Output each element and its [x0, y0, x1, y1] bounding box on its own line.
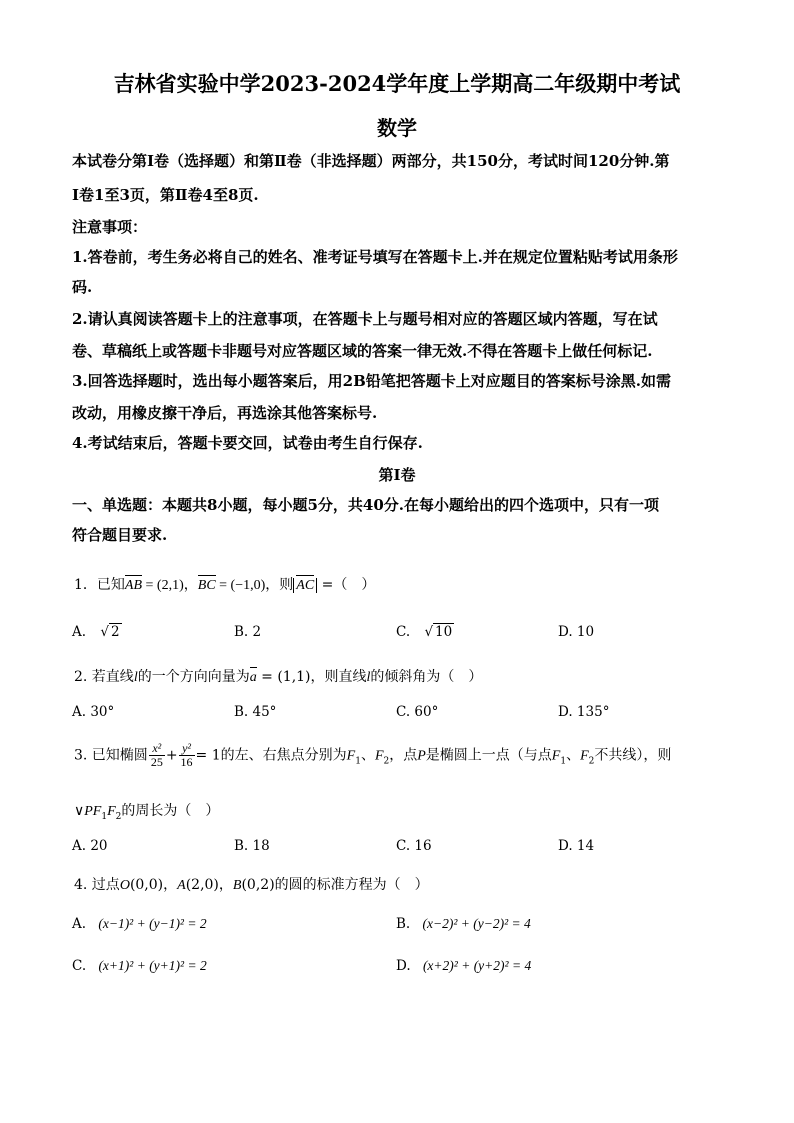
fraction-denominator: 25: [150, 755, 163, 769]
q2-text: 2. 若直线: [74, 669, 134, 685]
sqrt-value: 10: [435, 624, 453, 640]
subscript: 2: [115, 811, 122, 822]
note-2a: 2.请认真阅读答题卡上的注意事项，在答题卡上与题号相对应的答题区域内答题，写在试: [72, 310, 658, 328]
triangle-vertex: F: [107, 804, 116, 819]
vector-a-value: = (1,1): [256, 669, 311, 685]
note-1a: 1.答卷前，考生务必将自己的姓名、准考证号填写在答题卡上.并在规定位置粘贴考试用条形: [72, 248, 678, 266]
vector-ac: AC: [296, 578, 315, 593]
vector-a: a: [249, 670, 257, 685]
q4-text: 4. 过点: [74, 877, 120, 893]
triangle-vertex: PF: [84, 804, 102, 819]
note-3b: 改动，用橡皮擦干净后，再选涂其他答案标号.: [72, 404, 378, 422]
note-1b: 码.: [72, 278, 93, 296]
q2-text: ，则直线: [310, 669, 367, 685]
part-heading-a: 一、单选题：本题共8小题，每小题5分，共40分.在每小题给出的四个选项中，只有一项: [72, 496, 659, 514]
point-o-coords: (0,0): [129, 877, 164, 893]
option-label: C.: [396, 624, 411, 640]
q3-option-c[interactable]: C. 16: [396, 838, 432, 854]
option-equation: (x+1)² + (y+1)² = 2: [98, 958, 207, 973]
fraction-numerator: x²: [149, 742, 165, 756]
subscript: 2: [383, 756, 390, 767]
q1-then: ，则: [265, 577, 294, 593]
point-o: O: [119, 878, 130, 893]
q3-option-a[interactable]: A. 20: [72, 838, 108, 854]
q2-text: 的倾斜角为（ ）: [370, 669, 483, 685]
vector-bc: BC: [197, 578, 216, 593]
subscript: 2: [588, 756, 595, 767]
exam-title: 吉林省实验中学2023-2024学年度上学期高二年级期中考试: [113, 71, 681, 96]
q1-sep: ，: [183, 577, 198, 593]
q2-option-b[interactable]: B. 45°: [234, 704, 277, 720]
note-4: 4.考试结束后，答题卡要交回，试卷由考生自行保存.: [72, 434, 423, 452]
vector-ab-value: = (2,1): [142, 578, 184, 593]
q1-option-a[interactable]: A. √ 2: [72, 624, 120, 640]
q3-text: = 1的左、右焦点分别为: [195, 747, 347, 764]
separator: ，: [218, 877, 233, 893]
focus-f2: F: [580, 748, 589, 764]
option-label: C.: [72, 958, 87, 974]
option-label: A.: [72, 916, 87, 932]
q2-option-a[interactable]: A. 30°: [72, 704, 115, 720]
focus-f2: F: [374, 748, 384, 764]
separator: 、: [566, 747, 581, 764]
separator: 、: [360, 747, 375, 764]
plus-sign: +: [165, 747, 178, 764]
line-l: l: [133, 670, 138, 685]
question-1: [74, 574, 375, 594]
q4-option-b[interactable]: [396, 916, 531, 932]
option-equation: (x+2)² + (y+2)² = 4: [422, 958, 532, 973]
subscript: 1: [560, 756, 567, 767]
question-3: [74, 742, 671, 769]
q3-text: 是椭圆上一点（与点: [425, 747, 552, 764]
q2-option-d[interactable]: D. 135°: [558, 704, 610, 720]
triangle-symbol: ∨: [74, 803, 85, 819]
option-label: D.: [396, 958, 411, 974]
part-heading-b: 符合题目要求.: [72, 526, 168, 544]
focus-f1: F: [551, 748, 561, 764]
q2-option-c[interactable]: C. 60°: [396, 704, 439, 720]
q1-option-b[interactable]: B. 2: [234, 624, 262, 640]
question-3-cont: [74, 800, 219, 822]
line-l: l: [366, 670, 371, 685]
q4-option-d[interactable]: [396, 958, 531, 974]
q3-text: 不共线），则: [594, 747, 672, 764]
intro-line-1: 本试卷分第Ⅰ卷（选择题）和第Ⅱ卷（非选择题）两部分，共150分，考试时间120分钟.第: [72, 152, 670, 170]
subscript: 1: [101, 811, 108, 822]
option-label: A.: [72, 624, 87, 640]
notes-heading: 注意事项：: [72, 218, 148, 236]
q1-option-c[interactable]: C. √ 10: [396, 624, 453, 640]
fraction-denominator: 16: [180, 755, 193, 769]
q4-option-a[interactable]: [72, 916, 207, 932]
q4-text: 的圆的标准方程为（ ）: [274, 877, 429, 893]
point-p: P: [417, 748, 426, 764]
q3-text: 的周长为（ ）: [121, 803, 220, 819]
q2-text: 的一个方向向量为: [137, 669, 250, 685]
note-3a: 3.回答选择题时，选出每小题答案后，用2B铅笔把答题卡上对应题目的答案标号涂黑.如需: [72, 372, 672, 390]
separator: ，: [163, 877, 178, 893]
q3-option-d[interactable]: D. 14: [558, 838, 595, 854]
q3-option-b[interactable]: B. 18: [234, 838, 270, 854]
q1-paren: （ ）: [333, 577, 376, 593]
note-2b: 卷、草稿纸上或答题卡非题号对应答题区域的答案一律无效.不得在答题卡上做任何标记.: [72, 342, 653, 360]
question-2: [74, 666, 482, 686]
option-equation: (x−2)² + (y−2)² = 4: [422, 916, 531, 931]
q3-text: ，点: [389, 747, 418, 764]
sqrt-value: 2: [110, 624, 120, 640]
subscript: 1: [355, 756, 361, 767]
volume-heading: 第Ⅰ卷: [378, 466, 416, 484]
intro-line-2: Ⅰ卷1至3页，第Ⅱ卷4至8页.: [72, 186, 259, 204]
q1-option-d[interactable]: D. 10: [558, 624, 595, 640]
q4-option-c[interactable]: [72, 958, 207, 974]
q3-text: 3. 已知椭圆: [74, 747, 148, 764]
point-a-coords: (2,0): [185, 877, 219, 893]
focus-f1: F: [346, 748, 356, 764]
fraction-numerator: y²: [179, 742, 195, 756]
point-b: B: [232, 878, 242, 893]
vector-bc-value: = (−1,0): [215, 578, 266, 593]
q1-equals: =: [317, 577, 334, 593]
point-a: A: [177, 878, 186, 893]
subject-title: 数学: [377, 116, 417, 140]
point-b-coords: (0,2): [241, 877, 275, 893]
vector-ab: AB: [124, 578, 143, 593]
question-4: [74, 874, 429, 894]
option-equation: (x−1)² + (y−1)² = 2: [98, 916, 207, 931]
q1-number: 1．已知: [74, 577, 125, 593]
option-label: B.: [396, 916, 411, 932]
